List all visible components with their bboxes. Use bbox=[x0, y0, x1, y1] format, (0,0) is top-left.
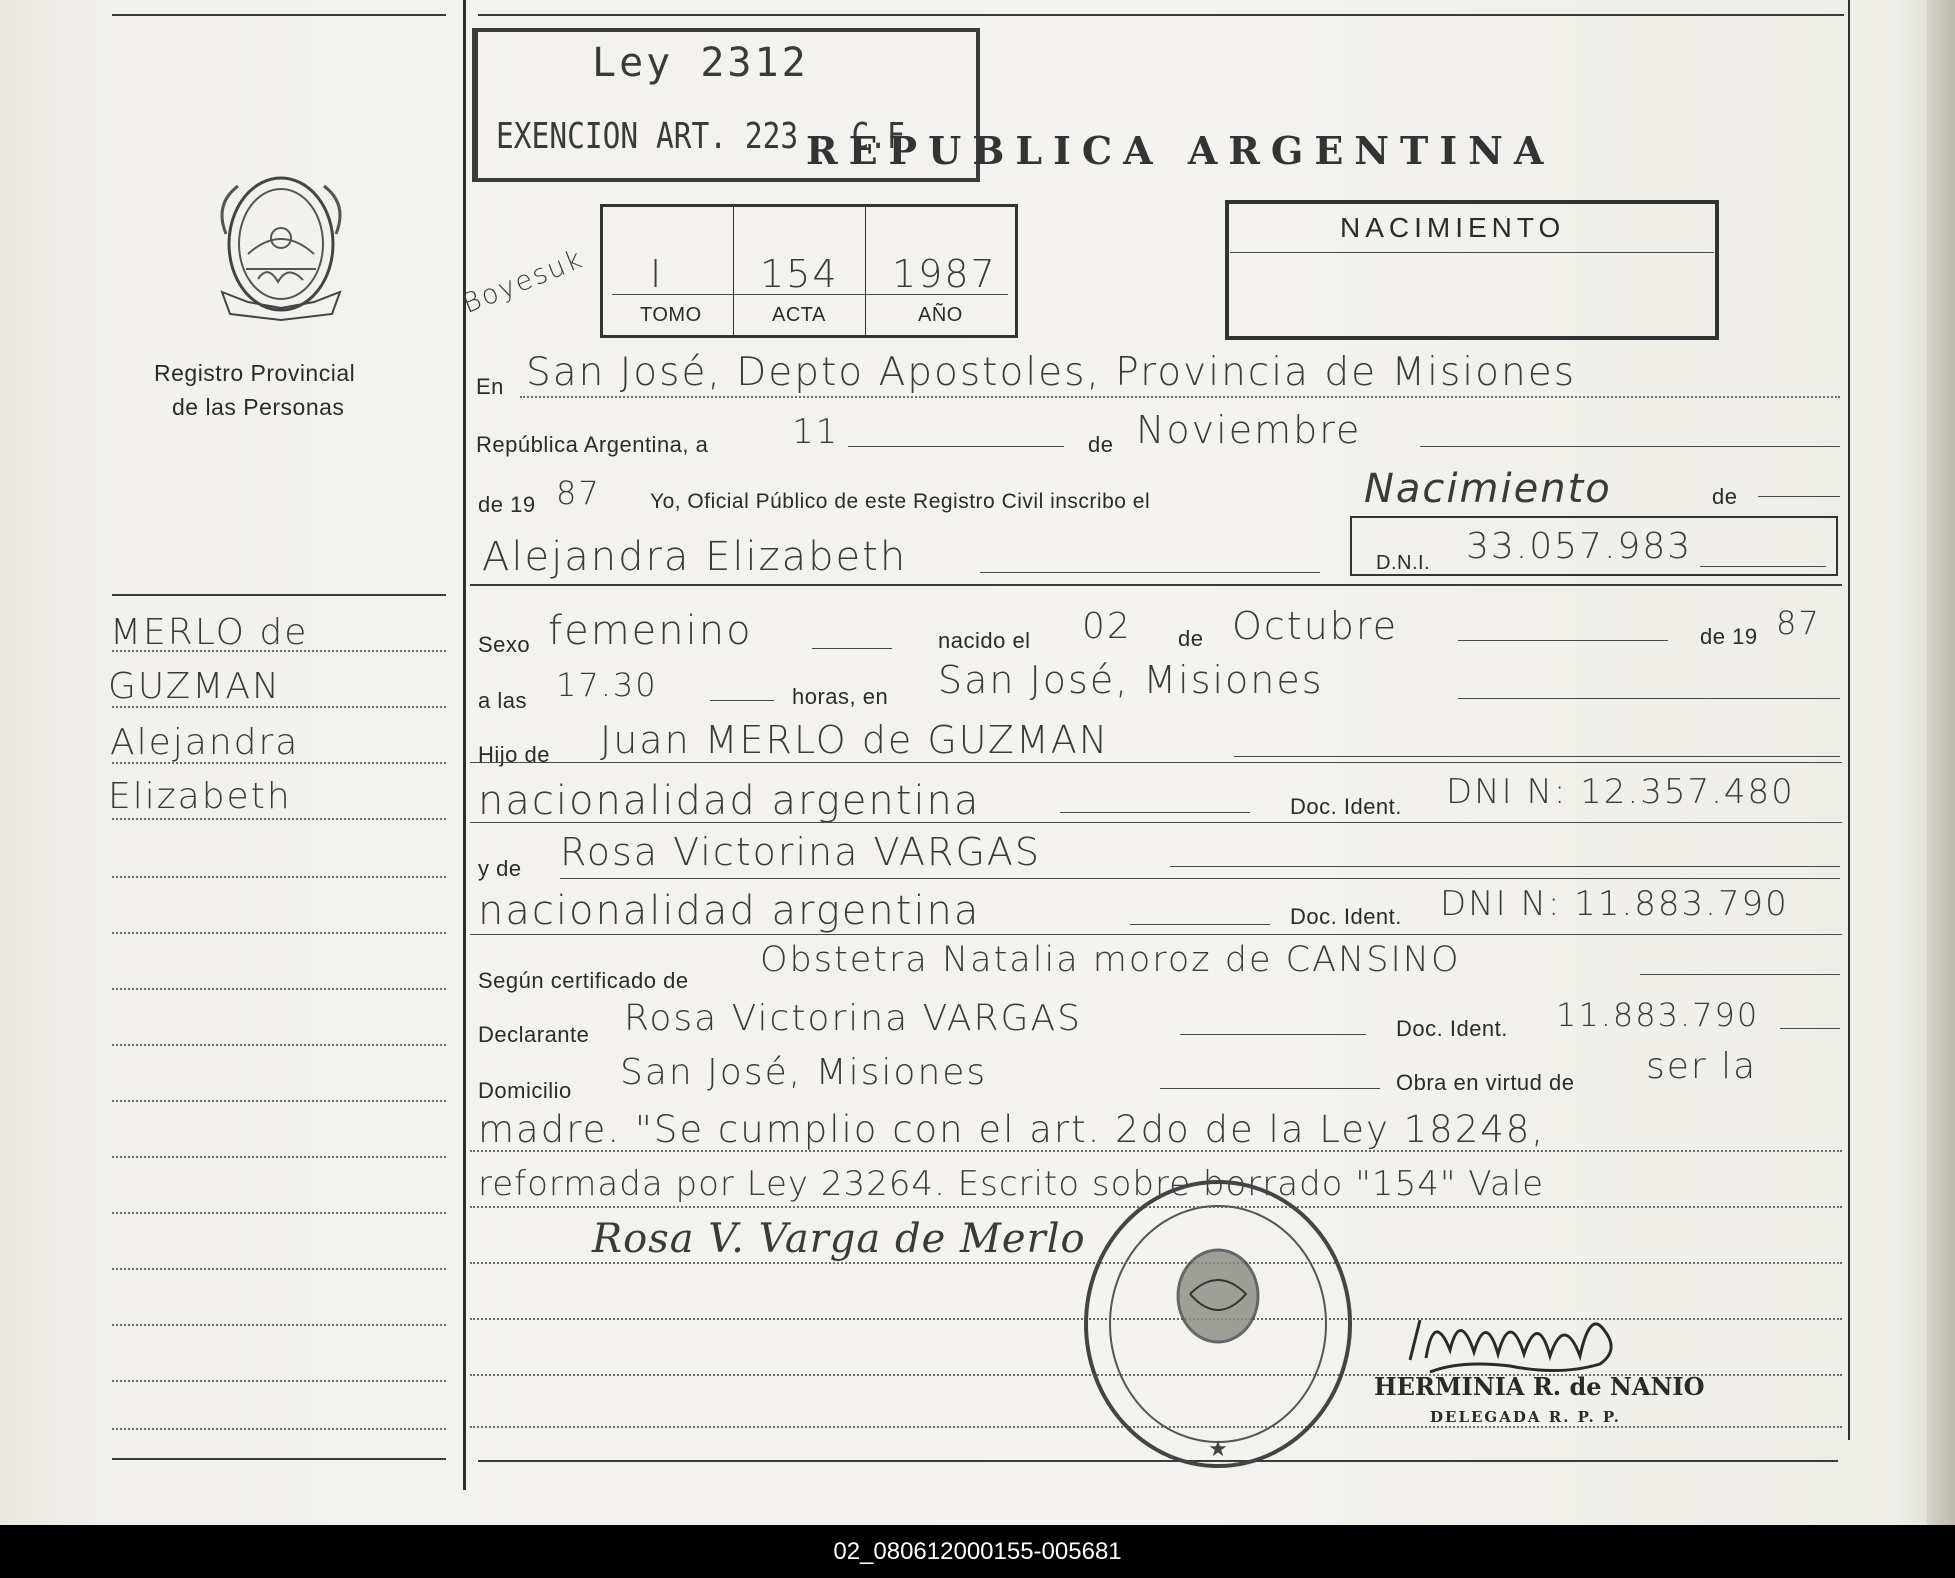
form-line bbox=[710, 700, 774, 701]
mother-document: DNI N: 11.883.790 bbox=[1440, 884, 1789, 924]
declarant-signature: Rosa V. Varga de Merlo bbox=[592, 1216, 1086, 1262]
republica-label: República Argentina, a bbox=[476, 432, 709, 457]
child-name: Alejandra Elizabeth bbox=[482, 534, 908, 580]
registry-seal-icon bbox=[1080, 1176, 1356, 1472]
birth-day: 02 bbox=[1082, 606, 1132, 647]
margin-line bbox=[112, 1044, 446, 1046]
registration-place: San José, Depto Apostoles, Provincia de Misiones bbox=[526, 350, 1577, 395]
registry-name-line1: Registro Provincial bbox=[154, 360, 356, 386]
domicilio-label: Domicilio bbox=[478, 1078, 572, 1103]
declarante-document: 11.883.790 bbox=[1556, 996, 1760, 1034]
form-line bbox=[1170, 866, 1840, 867]
form-line bbox=[470, 822, 1842, 823]
top-rule-right bbox=[478, 14, 1844, 16]
form-line bbox=[1758, 496, 1840, 497]
y-de-label: y de bbox=[478, 856, 522, 881]
annotation-line-1: madre. "Se cumplio con el art. 2do de la Ley 18248, bbox=[478, 1108, 1546, 1151]
official-name: HERMINIA R. de NANIO bbox=[1374, 1372, 1705, 1401]
de-label-3: de bbox=[1178, 626, 1204, 651]
doc-ident-label-3: Doc. Ident. bbox=[1396, 1016, 1508, 1041]
father-document: DNI N: 12.357.480 bbox=[1446, 772, 1795, 812]
tomo-value: I bbox=[650, 252, 664, 296]
form-line bbox=[980, 572, 1320, 573]
doc-ident-label-2: Doc. Ident. bbox=[1290, 904, 1402, 929]
father-nationality: nacionalidad argentina bbox=[478, 778, 981, 824]
official-title: DELEGADA R. P. P. bbox=[1430, 1408, 1621, 1426]
country-title: REPUBLICA ARGENTINA bbox=[806, 128, 1555, 173]
margin-line bbox=[112, 706, 446, 708]
margin-line bbox=[112, 650, 446, 652]
registry-name-line2: de las Personas bbox=[172, 394, 345, 420]
en-label: En bbox=[476, 374, 504, 399]
birth-month: Octubre bbox=[1232, 604, 1399, 648]
birth-time: 17.30 bbox=[556, 666, 658, 704]
sexo-label: Sexo bbox=[478, 632, 531, 657]
margin-line bbox=[112, 988, 446, 990]
birth-year-suffix: 87 bbox=[1776, 604, 1821, 642]
obra-value: ser la bbox=[1646, 1046, 1758, 1087]
record-type-rule bbox=[1230, 252, 1714, 253]
sexo-value: femenino bbox=[548, 608, 753, 654]
margin-line bbox=[112, 1268, 446, 1270]
child-dni: 33.057.983 bbox=[1466, 526, 1693, 567]
margin-line bbox=[112, 932, 446, 934]
form-line bbox=[1060, 812, 1250, 813]
declarante-label: Declarante bbox=[478, 1022, 590, 1047]
top-rule-left bbox=[112, 14, 446, 16]
form-line bbox=[470, 934, 1842, 935]
margin-line bbox=[112, 1156, 446, 1158]
form-line bbox=[520, 396, 1840, 398]
province-emblem-icon bbox=[208, 164, 354, 326]
form-line bbox=[812, 648, 892, 649]
mother-nationality: nacionalidad argentina bbox=[478, 888, 981, 934]
form-line bbox=[1234, 756, 1840, 757]
form-line bbox=[1130, 924, 1270, 925]
margin-line bbox=[112, 1428, 446, 1430]
margin-note: Boyesuk bbox=[458, 243, 589, 320]
margin-surname-line1: MERLO de bbox=[110, 612, 309, 653]
form-line bbox=[1160, 1088, 1380, 1089]
birth-place: San José, Misiones bbox=[938, 658, 1324, 702]
form-line bbox=[470, 1150, 1842, 1152]
anio-value: 1987 bbox=[892, 252, 997, 296]
segun-label: Según certificado de bbox=[478, 968, 689, 993]
record-box-divider bbox=[733, 206, 734, 336]
de-label-2: de bbox=[1712, 484, 1738, 509]
horas-label: horas, en bbox=[792, 684, 889, 709]
dni-label: D.N.I. bbox=[1376, 552, 1431, 574]
margin-line bbox=[112, 762, 446, 764]
anio-label: AÑO bbox=[918, 304, 963, 326]
registration-month: Noviembre bbox=[1136, 408, 1362, 452]
form-line bbox=[1458, 698, 1840, 699]
form-line bbox=[1780, 1028, 1840, 1029]
margin-surname-line2: GUZMAN bbox=[108, 666, 281, 707]
record-box-divider bbox=[865, 206, 866, 336]
hijo-label: Hijo de bbox=[478, 742, 550, 767]
margin-line bbox=[112, 1380, 446, 1382]
registered-event: Nacimiento bbox=[1364, 466, 1612, 512]
form-line bbox=[848, 446, 1064, 447]
father-name: Juan MERLO de GUZMAN bbox=[600, 718, 1110, 762]
form-line bbox=[1420, 446, 1840, 447]
right-border bbox=[1848, 0, 1850, 1440]
margin-line bbox=[112, 818, 446, 820]
annotation-line-2: reformada por Ley 23264. Escrito sobre borrado "154" Vale bbox=[478, 1164, 1545, 1204]
nacido-label: nacido el bbox=[938, 628, 1031, 653]
form-section-rule bbox=[470, 584, 1842, 586]
acta-label: ACTA bbox=[772, 304, 826, 326]
registration-year-suffix: 87 bbox=[556, 474, 601, 512]
stamp-exemption: EXENCION ART. 223 - C.F. bbox=[496, 116, 923, 157]
margin-given-name-line2: Elizabeth bbox=[108, 776, 292, 817]
stamp-law: Ley 2312 bbox=[592, 40, 809, 86]
document-id: 02_080612000155-005681 bbox=[833, 1538, 1122, 1565]
year-prefix: de 19 bbox=[478, 492, 536, 517]
left-bottom-rule bbox=[112, 1458, 446, 1460]
form-line bbox=[1180, 1034, 1366, 1035]
column-divider bbox=[463, 0, 466, 1490]
acta-value: 154 bbox=[760, 252, 839, 296]
left-section-rule bbox=[112, 594, 446, 596]
margin-line bbox=[112, 1100, 446, 1102]
declarante-name: Rosa Victorina VARGAS bbox=[624, 998, 1082, 1039]
margin-line bbox=[112, 1324, 446, 1326]
form-line bbox=[1640, 974, 1840, 975]
form-line bbox=[470, 762, 1842, 763]
margin-given-name-line1: Alejandra bbox=[110, 722, 300, 763]
tomo-label: TOMO bbox=[640, 304, 702, 326]
svg-text:★: ★ bbox=[1208, 1436, 1228, 1461]
margin-line bbox=[112, 876, 446, 878]
doc-ident-label: Doc. Ident. bbox=[1290, 794, 1402, 819]
birth-year-prefix: de 19 bbox=[1700, 624, 1758, 649]
de-label: de bbox=[1088, 432, 1114, 457]
record-type-label: NACIMIENTO bbox=[1340, 212, 1566, 243]
domicilio-value: San José, Misiones bbox=[620, 1052, 988, 1093]
margin-line bbox=[112, 1212, 446, 1214]
mother-name: Rosa Victorina VARGAS bbox=[560, 830, 1042, 874]
registration-day: 11 bbox=[792, 412, 840, 452]
official-text: Yo, Oficial Público de este Registro Civil inscribo el bbox=[650, 490, 1151, 513]
certifier: Obstetra Natalia moroz de CANSINO bbox=[760, 940, 1461, 980]
form-line bbox=[1700, 566, 1826, 567]
form-line bbox=[560, 878, 1840, 879]
page-edge bbox=[1927, 0, 1955, 1525]
form-line bbox=[1458, 640, 1668, 641]
a-las-label: a las bbox=[478, 688, 527, 713]
document-id-bar bbox=[0, 1525, 1955, 1578]
obra-label: Obra en virtud de bbox=[1396, 1070, 1575, 1095]
